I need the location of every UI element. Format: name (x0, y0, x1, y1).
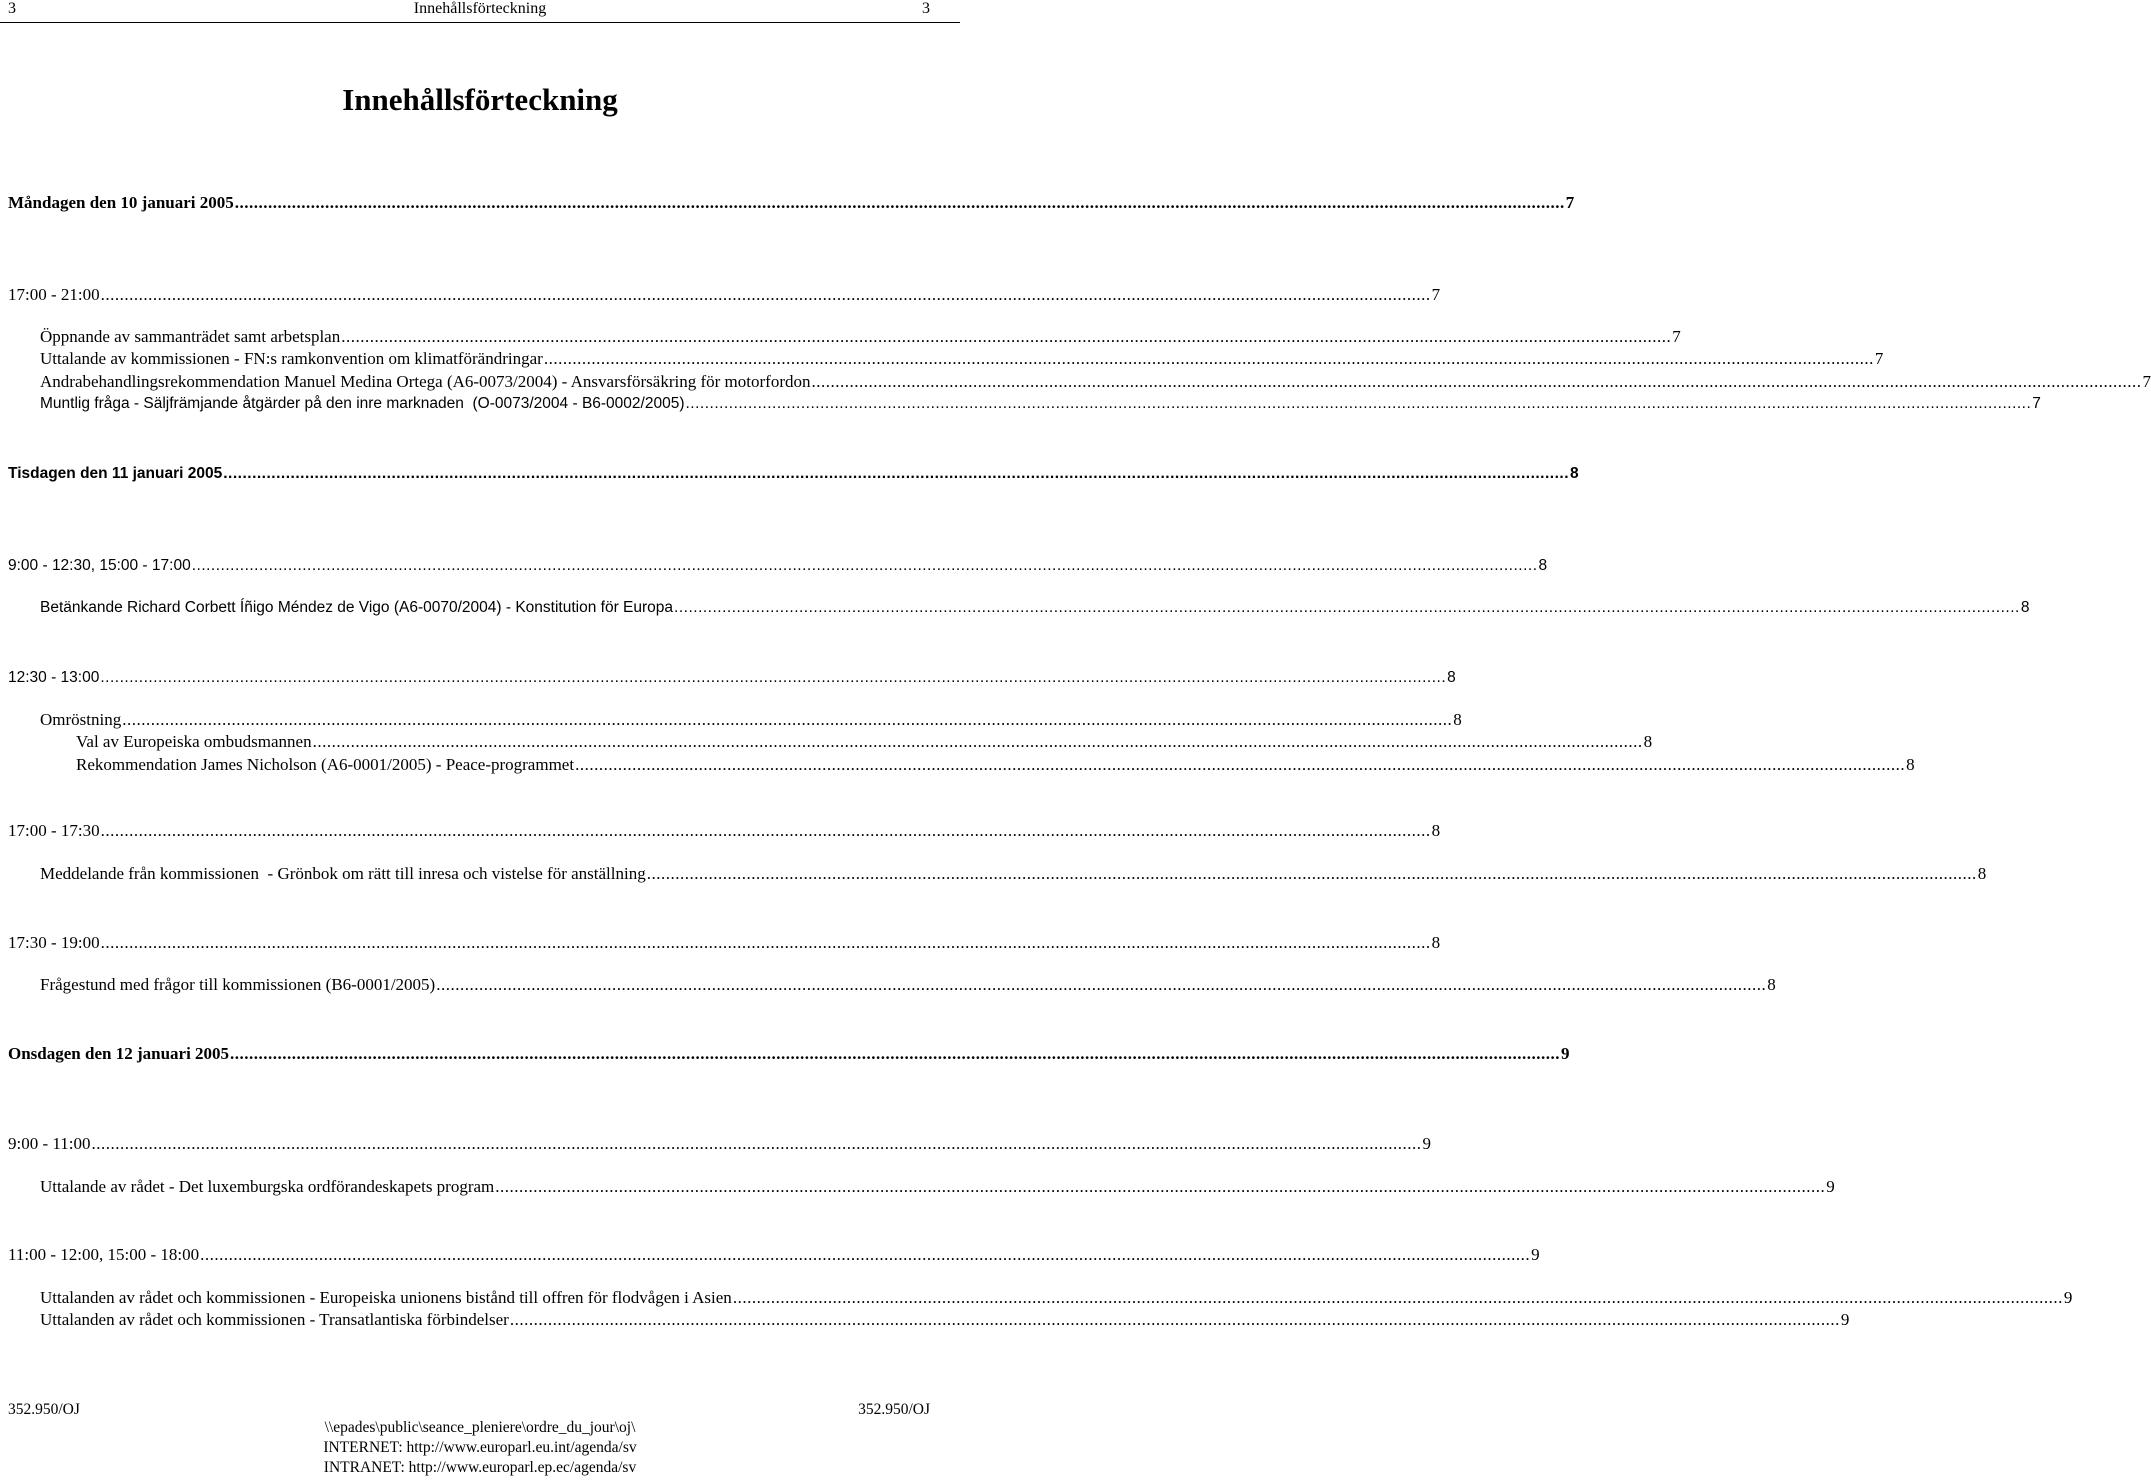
toc-item-entry[interactable]: Andrabehandlingsrekommendation Manuel Medina Ortega (A6-0073/2004) - Ansvarsförsäkring för motorfordon ........................................................................................................................................................................................................................................................................................ 7 (40, 372, 2151, 391)
toc-time-entry[interactable]: 11:00 - 12:00, 15:00 - 18:00 ........................................................................................................................................................................................................................................................................................ 9 (8, 1245, 1540, 1264)
toc-item-entry[interactable]: Muntlig fråga - Säljfrämjande åtgärder på den inre marknaden (O-0073/2004 - B6-0002/2005) ........................................................................................................................................................................................................................................................................................ 7 (40, 395, 2041, 412)
toc-item-entry[interactable]: Frågestund med frågor till kommissionen (B6-0001/2005) ........................................................................................................................................................................................................................................................................................ 8 (40, 975, 1776, 994)
toc-subitem-entry[interactable]: Val av Europeiska ombudsmannen ........................................................................................................................................................................................................................................................................................ 8 (76, 732, 1653, 751)
toc-subitem-entry[interactable]: Rekommendation James Nicholson (A6-0001/2005) - Peace-programmet ........................................................................................................................................................................................................................................................................................ 8 (76, 755, 1915, 774)
toc-item-entry[interactable]: Uttalande av kommissionen - FN:s ramkonvention om klimatförändringar ........................................................................................................................................................................................................................................................................................ 7 (40, 349, 1884, 368)
toc-day-entry[interactable]: Måndagen den 10 januari 2005 ........................................................................................................................................................................................................................................................................................ 7 (8, 193, 1575, 212)
header-title: Innehållsförteckning (413, 0, 547, 17)
page-header (0, 0, 960, 23)
toc-time-entry[interactable]: 12:30 - 13:00 ........................................................................................................................................................................................................................................................................................ 8 (8, 669, 1456, 686)
toc-day-entry[interactable]: Onsdagen den 12 januari 2005 ........................................................................................................................................................................................................................................................................................ 9 (8, 1044, 1570, 1063)
toc-item-entry[interactable]: Öppnande av sammanträdet samt arbetsplan ........................................................................................................................................................................................................................................................................................ 7 (40, 327, 1681, 346)
footer-document-ref-right: 352.950/OJ (858, 1401, 930, 1418)
toc-time-entry[interactable]: 9:00 - 12:30, 15:00 - 17:00 ........................................................................................................................................................................................................................................................................................ 8 (8, 557, 1548, 574)
toc-day-entry[interactable]: Tisdagen den 11 januari 2005 ........................................................................................................................................................................................................................................................................................ 8 (8, 465, 1579, 482)
toc-item-entry[interactable]: Uttalande av rådet - Det luxemburgska ordförandeskapets program ........................................................................................................................................................................................................................................................................................ 9 (40, 1177, 1835, 1196)
footer-path: \\epades\public\seance_pleniere\ordre_du_jour\oj\ (324, 1419, 636, 1436)
toc-time-entry[interactable]: 17:00 - 21:00 ........................................................................................................................................................................................................................................................................................ 7 (8, 285, 1441, 304)
toc-item-entry[interactable]: Uttalanden av rådet och kommissionen - Transatlantiska förbindelser ........................................................................................................................................................................................................................................................................................ 9 (40, 1310, 1850, 1329)
toc-item-entry[interactable]: Uttalanden av rådet och kommissionen - Europeiska unionens bistånd till offren för flodvågen i Asien ........................................................................................................................................................................................................................................................................................ 9 (40, 1288, 2073, 1307)
header-page-number-left: 3 (8, 0, 16, 17)
toc-item-entry[interactable]: Betänkande Richard Corbett Íñigo Méndez de Vigo (A6-0070/2004) - Konstitution för Europa ........................................................................................................................................................................................................................................................................................ 8 (40, 599, 2030, 616)
toc-item-entry[interactable]: Meddelande från kommissionen - Grönbok om rätt till inresa och vistelse för anställning ........................................................................................................................................................................................................................................................................................ 8 (40, 864, 1987, 883)
toc-time-entry[interactable]: 17:30 - 19:00 ........................................................................................................................................................................................................................................................................................ 8 (8, 933, 1441, 952)
header-page-number-right: 3 (922, 0, 930, 17)
footer-document-ref-left: 352.950/OJ (8, 1401, 80, 1418)
footer-links (0, 1418, 960, 1478)
toc-time-entry[interactable]: 9:00 - 11:00 ........................................................................................................................................................................................................................................................................................ 9 (8, 1134, 1431, 1153)
toc-item-entry[interactable]: Omröstning ........................................................................................................................................................................................................................................................................................ 8 (40, 710, 1462, 729)
footer-internet-link[interactable]: INTERNET: http://www.europarl.eu.int/agenda/sv (323, 1439, 637, 1456)
page-title: Innehållsförteckning (342, 82, 618, 117)
toc-time-entry[interactable]: 17:00 - 17:30 ........................................................................................................................................................................................................................................................................................ 8 (8, 821, 1441, 840)
footer-intranet-link[interactable]: INTRANET: http://www.europarl.ep.ec/agenda/sv (323, 1459, 637, 1476)
